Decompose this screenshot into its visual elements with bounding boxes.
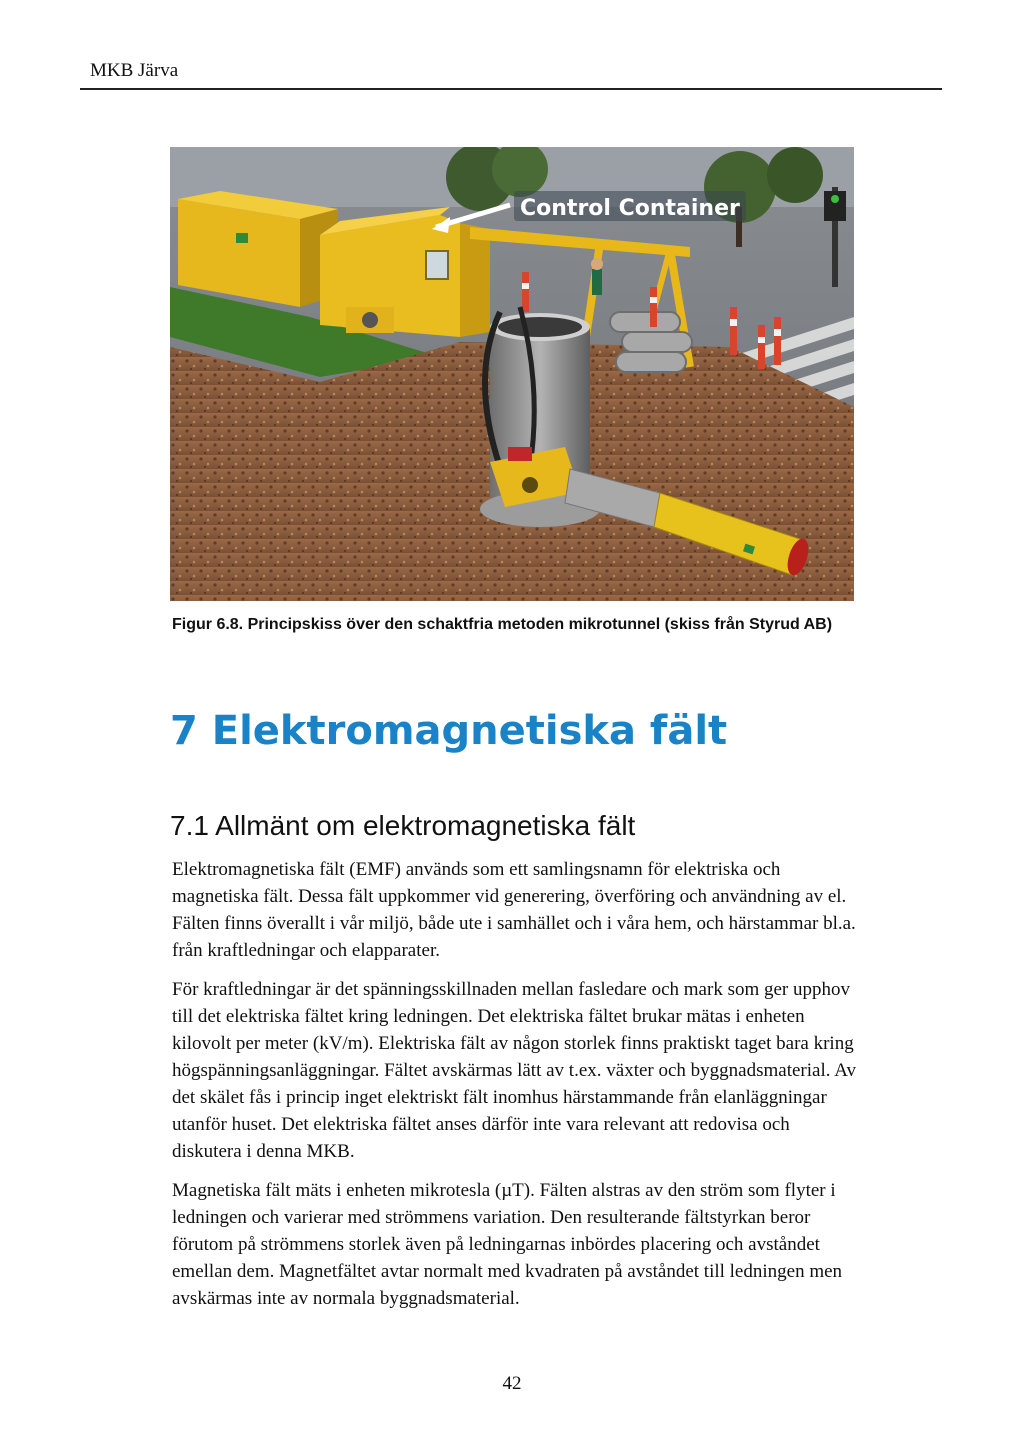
header-rule <box>80 88 942 90</box>
paragraph-3: Magnetiska fält mäts i enheten mikrotesla (µT). Fälten alstras av den ström som flyter i ledningen och varierar med strömmens variation. Den resulterande fältstyrkan beror förutom på strömmens storlek även på ledningarnas inbördes placering och avståndet emellan dem. Magnetfältet avtar normalt med kvadraten på avståndet till ledningen men avskärmas inte av normala byggnadsmaterial. <box>172 1180 843 1309</box>
microtunnel-illustration <box>170 147 854 601</box>
page-number: 42 <box>502 1373 522 1394</box>
control-container-label: Control Container <box>520 196 740 221</box>
running-header: MKB Järva <box>90 60 179 81</box>
paragraph-2: För kraftledningar är det spänningsskillnaden mellan fasledare och mark som ger upphov till det elektriska fältet kring ledningen. Det elektriska fältet brukar mätas i enheten kilovolt per meter (kV/m). Elektriska fält av någon storlek finns praktiskt taget bara kring högspänningsanläggningar. Fältet avskärmas lätt av t.ex. växter och byggnadsmaterial. Av det skälet fås i princip inget elektriskt fält inomhus härstammande från elanläggningar utanför huset. Det elektriska fältet anses därför inte vara relevant att redovisa och diskutera i denna MKB. <box>172 979 856 1162</box>
paragraph-1: Elektromagnetiska fält (EMF) används som ett samlingsnamn för elektriska och magnetiska fält. Dessa fält uppkommer vid generering, överföring och användning av el. Fälten finns överallt i vår miljö, både ute i samhället och i våra hem, och härstammar bl.a. från kraftledningar och elapparater. <box>172 859 856 961</box>
section-heading: 7 Elektromagnetiska fält <box>170 708 728 754</box>
subsection-heading: 7.1 Allmänt om elektromagnetiska fält <box>170 810 636 841</box>
figure-caption: Figur 6.8. Principskiss över den schaktfria metoden mikrotunnel (skiss från Styrud AB) <box>172 616 833 633</box>
